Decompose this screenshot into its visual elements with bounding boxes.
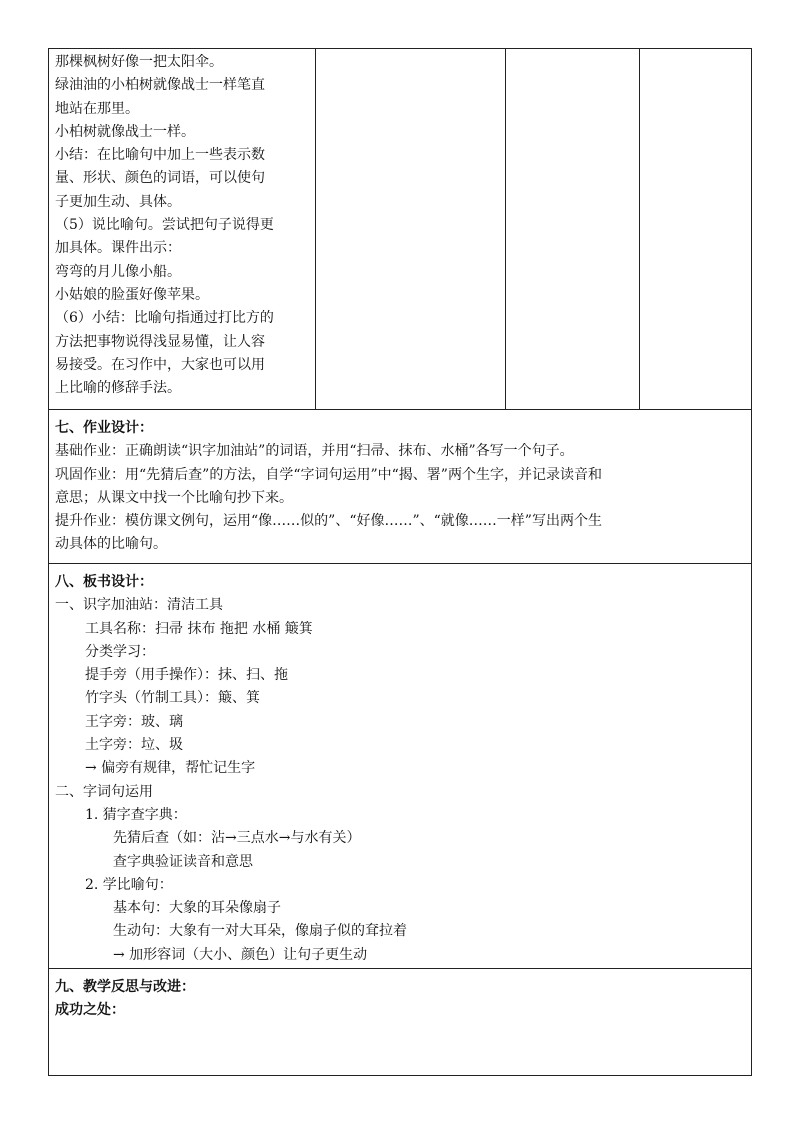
board-line: 基本句：大象的耳朵像扇子 (113, 900, 281, 917)
text-line: 子更加生动、具体。 (55, 193, 181, 210)
board-part-title: 一、识字加油站：清洁工具 (55, 597, 223, 614)
board-line: 先猜后查（如：沾→三点水→与水有关） (113, 830, 361, 847)
row-divider (49, 409, 751, 410)
success-label: 成功之处： (55, 1002, 125, 1019)
text-line: 量、形状、颜色的词语，可以使句 (55, 170, 265, 187)
advanced-homework: 提升作业：模仿课文例句，运用“像……似的”、“好像……”、“就像……一样”写出两个生 (55, 513, 602, 530)
consolidate-homework-cont: 意思；从课文中找一个比喻句抄下来。 (55, 489, 293, 506)
lesson-plan-table (48, 48, 752, 1076)
board-line: 竹字头（竹制工具）：簸、箕 (85, 690, 260, 707)
board-line: 王字旁：玻、璃 (85, 713, 183, 730)
text-line: 弯弯的月儿像小船。 (55, 263, 181, 280)
basic-homework: 基础作业：正确朗读“识字加油站”的词语，并用“扫帚、抹布、水桶”各写一个句子。 (55, 443, 574, 460)
board-part-title: 二、字词句运用 (55, 783, 153, 800)
board-line: 1. 猜字查字典： (85, 806, 187, 823)
reflection-section (55, 976, 747, 1023)
section-heading: 九、教学反思与改进： (55, 979, 195, 995)
text-line: 小柏树就像战士一样。 (55, 123, 195, 140)
board-line: 2. 学比喻句： (85, 876, 173, 893)
text-line: 小姑娘的脸蛋好像苹果。 (55, 286, 209, 303)
board-line: 查字典验证读音和意思 (113, 853, 253, 870)
section-heading: 八、板书设计： (55, 574, 153, 590)
text-line: 上比喻的修辞手法。 (55, 380, 181, 397)
board-line: 提手旁（用手操作）：抹、扫、拖 (85, 667, 288, 684)
board-design-section (55, 571, 747, 967)
board-line: 工具名称：扫帚 抹布 拖把 水桶 簸箕 (85, 620, 313, 637)
text-line: 绿油油的小柏树就像战士一样笔直 (55, 77, 265, 94)
student-activity-cell (316, 49, 505, 409)
text-line: 加具体。课件出示： (55, 240, 181, 257)
consolidate-homework: 巩固作业：用“先猜后查”的方法，自学“字词句运用”中“揭、署”两个生字，并记录读音和 (55, 466, 602, 483)
design-intent-cell (506, 49, 639, 409)
teaching-process-cell (55, 51, 313, 400)
text-line: （6）小结：比喻句指通过打比方的 (55, 310, 274, 327)
board-line: 分类学习： (85, 643, 155, 660)
board-line: → 偏旁有规律，帮忙记生字 (85, 760, 256, 777)
board-line: → 加形容词（大小、颜色）让句子更生动 (113, 946, 368, 963)
homework-section (55, 417, 747, 557)
notes-cell (640, 49, 752, 409)
text-line: 小结：在比喻句中加上一些表示数 (55, 147, 265, 164)
text-line: （5）说比喻句。尝试把句子说得更 (55, 217, 274, 234)
text-line: 地站在那里。 (55, 100, 139, 117)
board-line: 生动句：大象有一对大耳朵，像扇子似的耷拉着 (113, 923, 407, 940)
text-line: 那棵枫树好像一把太阳伞。 (55, 54, 223, 70)
section-heading: 七、作业设计： (55, 420, 153, 436)
text-line: 方法把事物说得浅显易懂，让人容 (55, 333, 265, 350)
row-divider (49, 968, 751, 969)
advanced-homework-cont: 动具体的比喻句。 (55, 536, 167, 553)
board-line: 土字旁：垃、圾 (85, 737, 183, 754)
text-line: 易接受。在习作中，大家也可以用 (55, 356, 265, 373)
row-divider (49, 563, 751, 564)
